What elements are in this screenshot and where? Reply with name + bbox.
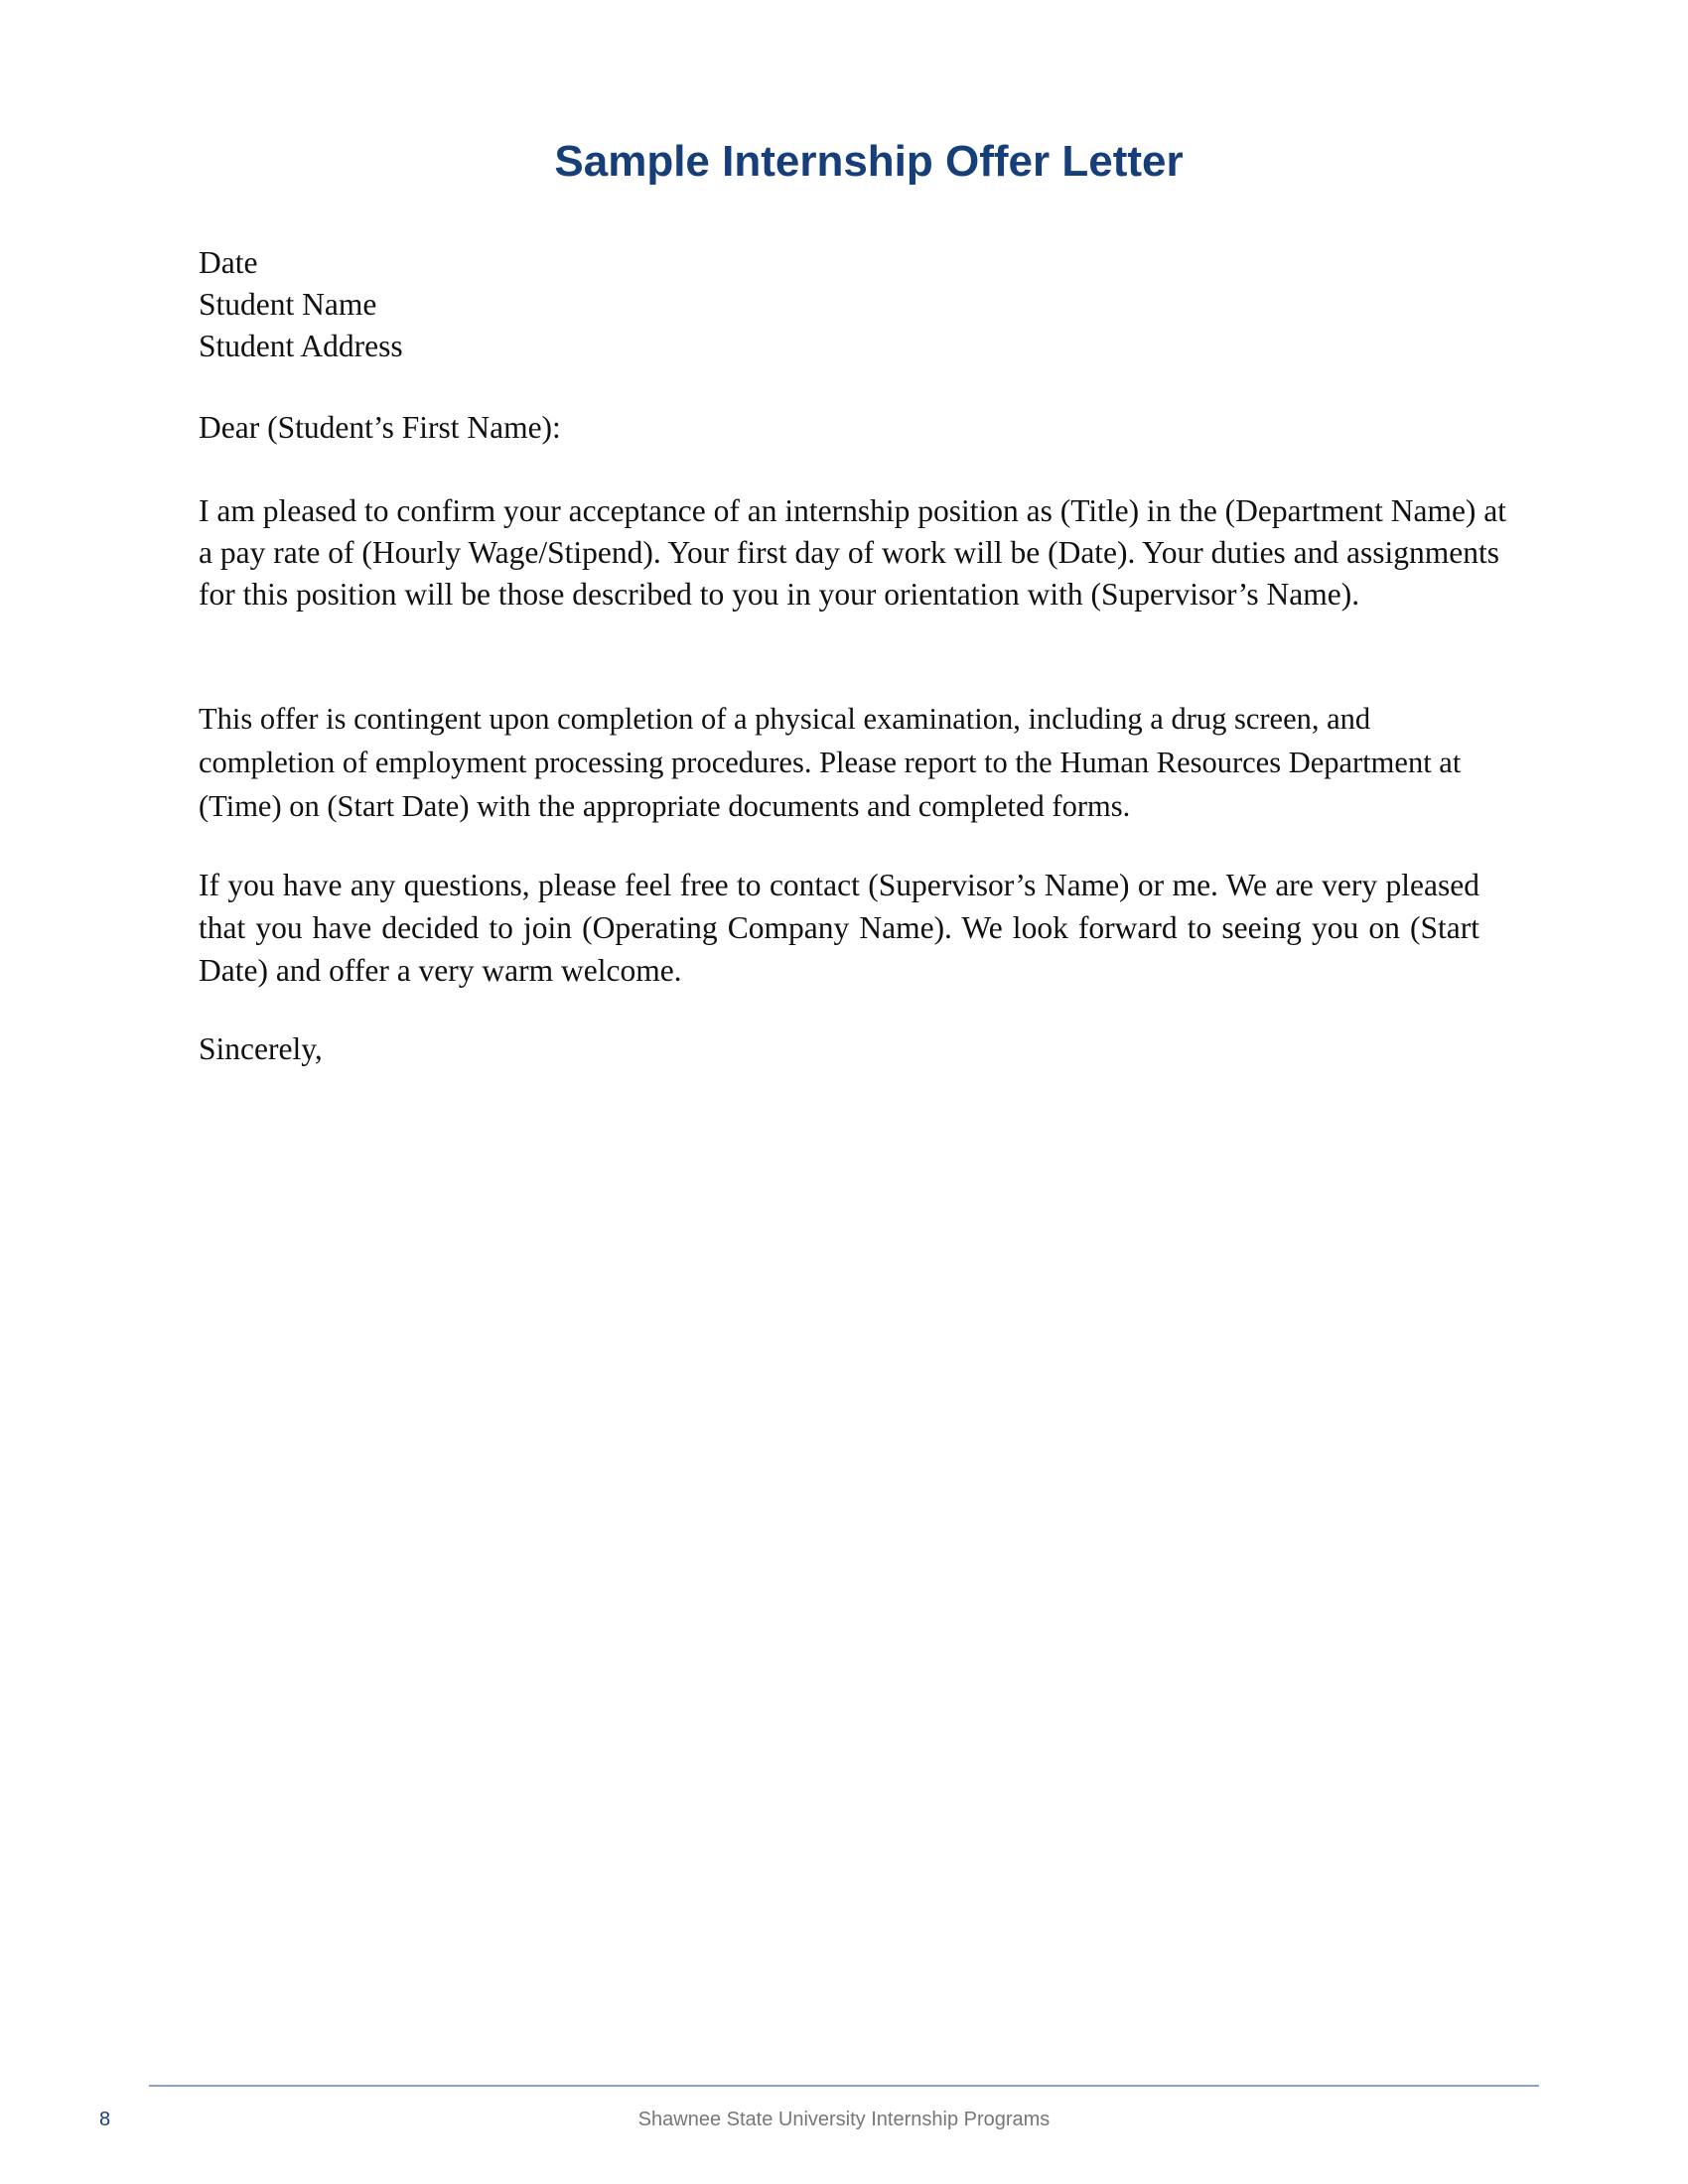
address-line-student-address: Student Address [199, 329, 403, 363]
footer-divider [149, 2085, 1539, 2087]
salutation: Dear (Student’s First Name): [199, 410, 561, 445]
address-line-date: Date [199, 245, 258, 280]
paragraph-welcome-container [199, 864, 1509, 992]
paragraph-welcome: If you have any questions, please feel free to contact (Supervisor’s Name) or me. We are very pleased that you have decided to join (Operating Company Name). We look forward to seeing you on (Start Date) and offer a very warm welcome. [199, 868, 1479, 988]
closing: Sincerely, [199, 1031, 323, 1066]
footer-text: Shawnee State University Internship Programs [637, 2109, 1051, 2130]
page-number: 8 [99, 2109, 111, 2130]
address-line-student-name: Student Name [199, 287, 377, 322]
address-block [199, 242, 1509, 367]
page-title: Sample Internship Offer Letter [554, 137, 1184, 186]
paragraph-contingency: This offer is contingent upon completion of a physical examination, including a drug screen, and completion of employment processing procedures. Please report to the Human Resources Department at (Time) on (Start Date) with the appropriate documents and completed forms. [199, 702, 1462, 823]
paragraph-confirmation: I am pleased to confirm your acceptance of an internship position as (Title) in the (Department Name) at a pay rate of (Hourly Wage/Stipend). Your first day of work will be (Date). Your duties and assignments for this position will be those described to you in your orientation with (Supervisor’s Name). [199, 493, 1507, 612]
